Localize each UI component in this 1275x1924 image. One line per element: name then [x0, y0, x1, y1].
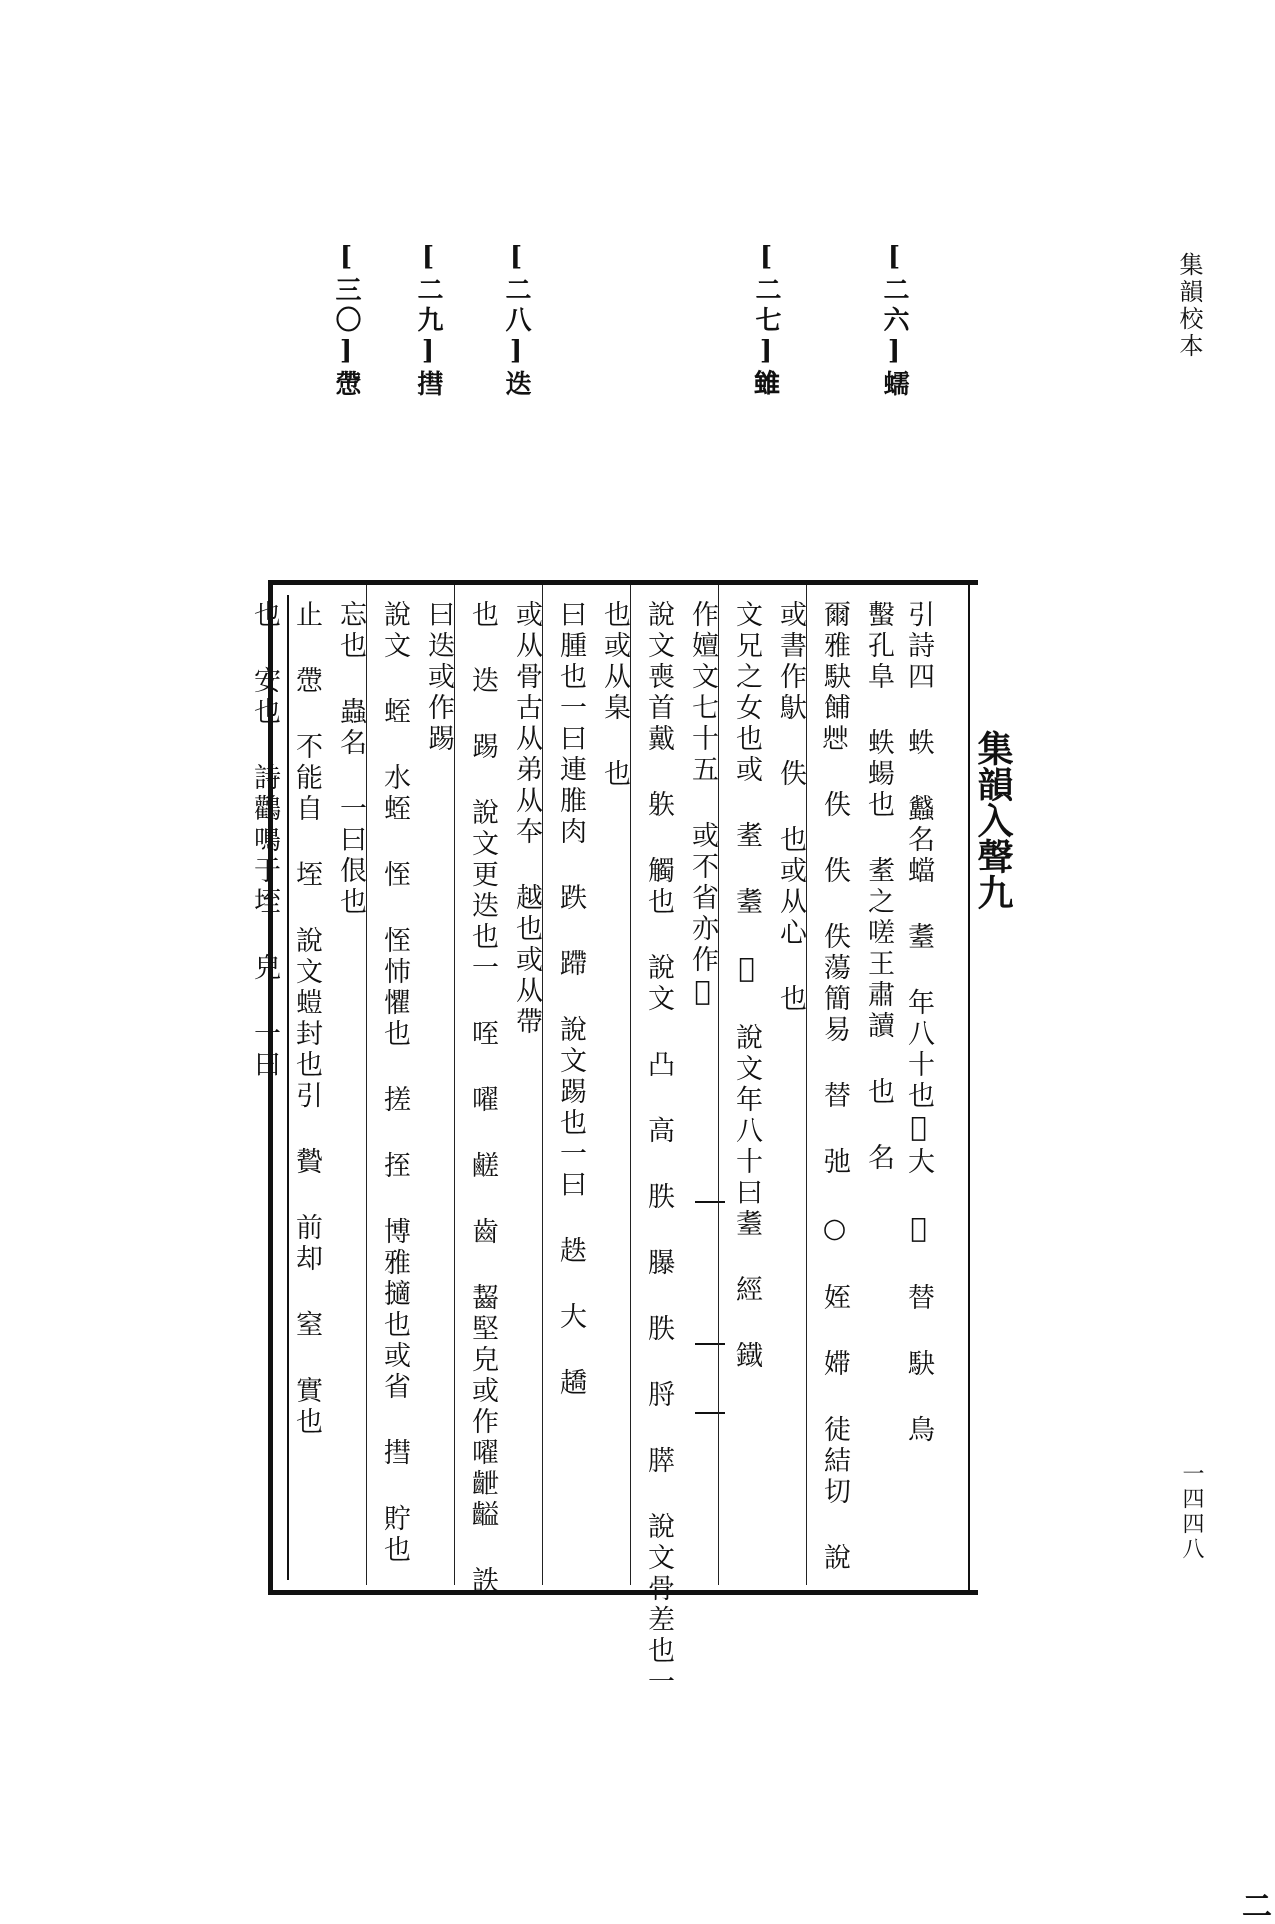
text-column-4b: 也或从臬 也	[599, 600, 630, 790]
text-column-7a: 說文 蛭 水蛭 恎 恎㤄懼也 搓 挃 博雅擿也或省 㨹 貯也	[379, 600, 410, 1566]
collation-note-27: [二七]𨿽	[751, 242, 781, 400]
text-column-5a: 曰腫也一曰連脽肉 跌 蹛 說文踢也一曰 趃 大 趫	[555, 600, 586, 1399]
text-column-8b: 也 安也 詩鸛鳴于垤 皃 一曰	[249, 600, 280, 1081]
text-column-2b: 或書作䲦 佚 也或从心 也	[775, 600, 806, 1015]
text-column-1b: 蟿孔阜 蛈蝪也 耊之嗟王肅讀 也 名	[863, 600, 894, 1174]
text-column-3b: 作嬗文七十五 或不省亦作𢧐	[687, 600, 718, 1011]
text-column-3a: 文兄之女也或 耊 耋 𢧐 說文年八十曰耋 經 鐡	[731, 600, 762, 1372]
collation-note-26: [二六]蠕	[879, 242, 909, 400]
text-column-4a: 說文喪首戴 䠶 觸也 說文 凸 高 胅 𦢊 胅 脟 膵 說文骨差也一	[643, 600, 674, 1698]
center-fold-folio: 二	[1236, 1890, 1271, 1924]
running-title: 集韻校本	[1175, 252, 1203, 360]
text-column-6a: 也 迭 踢 說文更迭也一 咥 嚁 鹺 齒 齧堅皃或作嚁齛齸 詄	[467, 600, 498, 1597]
text-column-2a: 爾雅駃餔𢘿 佚 佚 佚蕩簡易 替 弛 ○ 姪 㛿 徒結切 說	[819, 600, 850, 1574]
text-column-8a: 止 慸 不能自 垤 說文螘封也引 䞇 前却 窒 實也	[291, 600, 322, 1438]
text-column-5b: 或从骨古从弟从夲 越也或从帶	[511, 600, 542, 1038]
text-column-7b: 忘也 蟲名 一曰佷也	[335, 600, 366, 918]
page-number: 一四四八	[1179, 1462, 1204, 1562]
text-column-6b: 曰迭或作踢	[423, 600, 454, 755]
collation-note-30: [三〇]慸	[331, 242, 361, 400]
center-fold-title: 集韻入聲九	[972, 730, 1014, 910]
text-column-1a: 引詩四 蛈 蠽名蟷 耋 年八十也𠤝大 𢧐 替 駃 鳥	[903, 600, 934, 1446]
collation-note-28: [二八]迭	[501, 242, 531, 400]
collation-note-29: [二九]㨹	[413, 242, 443, 400]
